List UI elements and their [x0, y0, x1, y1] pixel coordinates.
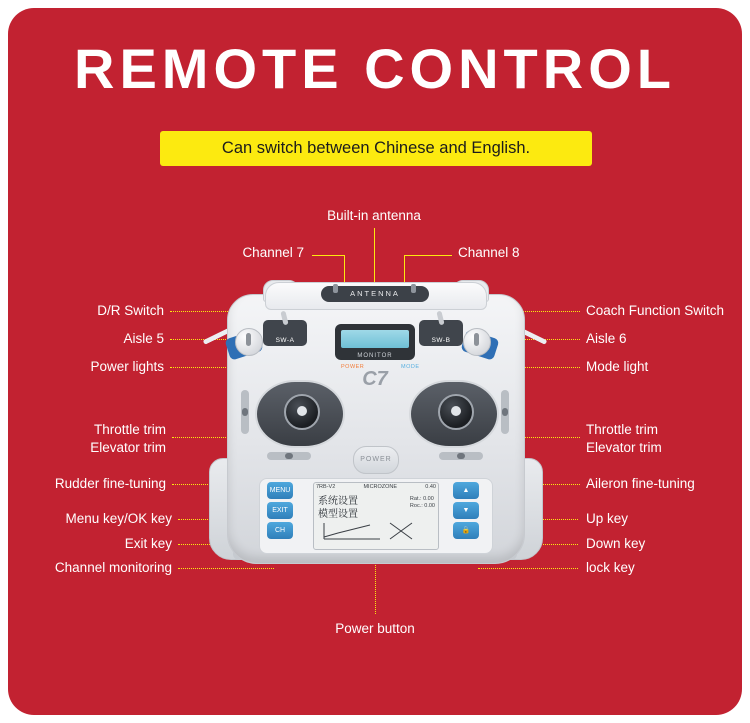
label-elevator-trim-right: Elevator trim: [586, 440, 662, 455]
elevator-trim-right[interactable]: [501, 390, 509, 434]
label-rudder-fine-tuning: Rudder fine-tuning: [54, 476, 166, 491]
down-key[interactable]: ▼: [453, 502, 479, 519]
subtitle-text: Can switch between Chinese and English.: [221, 139, 531, 157]
stick-right[interactable]: [438, 394, 474, 430]
switch-b[interactable]: [419, 320, 463, 346]
monitor-screen: [341, 330, 409, 348]
channel-7-switch[interactable]: [333, 284, 338, 293]
lcd-values: [410, 496, 435, 510]
coach-switch-knob[interactable]: [463, 328, 491, 356]
lcd-graph-icon: [320, 519, 432, 545]
label-power-button: Power button: [335, 621, 415, 636]
channel-8-switch[interactable]: [411, 284, 416, 293]
up-key[interactable]: ▲: [453, 482, 479, 499]
lcd-brand-code: MICROZONE: [363, 484, 398, 490]
lcd-screen: [313, 482, 439, 550]
leader-channel7-h: [312, 255, 344, 256]
label-channel-7: Channel 7: [242, 245, 304, 260]
gimbal-left[interactable]: [255, 380, 345, 448]
label-throttle-trim-left: Throttle trim: [93, 422, 166, 437]
throttle-trim-left[interactable]: [241, 390, 249, 434]
coach-switch-lever: [474, 333, 479, 346]
stick-left[interactable]: [284, 394, 320, 430]
monitor-label: MONITOR: [357, 353, 393, 359]
transmitter-illustration: [205, 272, 545, 602]
label-built-in-antenna: Built-in antenna: [327, 208, 421, 223]
lcd-top-row: [316, 484, 436, 490]
channel-monitoring-key[interactable]: CH: [267, 522, 293, 539]
aileron-trim[interactable]: [439, 452, 483, 460]
mode-light: MODE: [401, 364, 420, 370]
label-lock-key: lock key: [586, 560, 635, 575]
lock-key[interactable]: 🔒: [453, 522, 479, 539]
built-in-antenna-badge: ANTENNA: [321, 286, 429, 302]
rudder-trim-nub: [285, 453, 293, 459]
label-exit-key: Exit key: [124, 536, 172, 551]
lcd-menu-lines: [318, 495, 358, 521]
throttle-trim-left-nub: [242, 408, 248, 416]
lcd-line-model-settings: 模型设置: [318, 509, 358, 520]
label-throttle-trim-right: Throttle trim: [586, 422, 659, 437]
switch-a[interactable]: [263, 320, 307, 346]
label-channel-monitoring: Channel monitoring: [54, 560, 172, 575]
page-title: REMOTE CONTROL: [74, 37, 676, 100]
label-dr-switch: D/R Switch: [97, 303, 164, 318]
label-coach-function-switch: Coach Function Switch: [586, 303, 725, 318]
label-mode-light: Mode light: [586, 359, 649, 374]
monitor-window: [335, 324, 415, 360]
lcd-model-code: 7RB-V2: [316, 484, 336, 490]
dr-switch-lever: [246, 333, 251, 346]
power-light: POWER: [341, 364, 365, 370]
right-button-column: [453, 482, 479, 542]
label-aisle-6: Aisle 6: [586, 331, 627, 346]
gimbal-right[interactable]: [409, 380, 499, 448]
label-menu-ok-key: Menu key/OK key: [65, 511, 172, 526]
lcd-value-rat: Rat.: 0.00: [409, 496, 434, 502]
label-aisle-5: Aisle 5: [123, 331, 164, 346]
label-up-key: Up key: [586, 511, 629, 526]
leader-channel8-h: [404, 255, 452, 256]
switch-b-label: SW-B: [431, 337, 451, 344]
label-down-key: Down key: [586, 536, 646, 551]
menu-ok-key[interactable]: MENU: [267, 482, 293, 499]
label-power-lights: Power lights: [90, 359, 164, 374]
elevator-trim-right-nub: [502, 408, 508, 416]
rudder-trim[interactable]: [267, 452, 311, 460]
aileron-trim-nub: [457, 453, 465, 459]
left-button-column: [267, 482, 293, 542]
dr-switch-knob[interactable]: [235, 328, 263, 356]
lcd-line-system-settings: 系统设置: [318, 496, 358, 507]
lcd-value-roc: Roc.: 0.00: [409, 503, 435, 509]
exit-key[interactable]: EXIT: [267, 502, 293, 519]
label-channel-8: Channel 8: [458, 245, 520, 260]
label-elevator-trim-left: Elevator trim: [90, 440, 166, 455]
power-button[interactable]: POWER: [353, 446, 399, 474]
switch-a-label: SW-A: [275, 337, 295, 344]
lcd-battery: 0.40: [425, 484, 436, 490]
model-name: C7: [362, 368, 388, 390]
label-aileron-fine-tuning: Aileron fine-tuning: [586, 476, 695, 491]
